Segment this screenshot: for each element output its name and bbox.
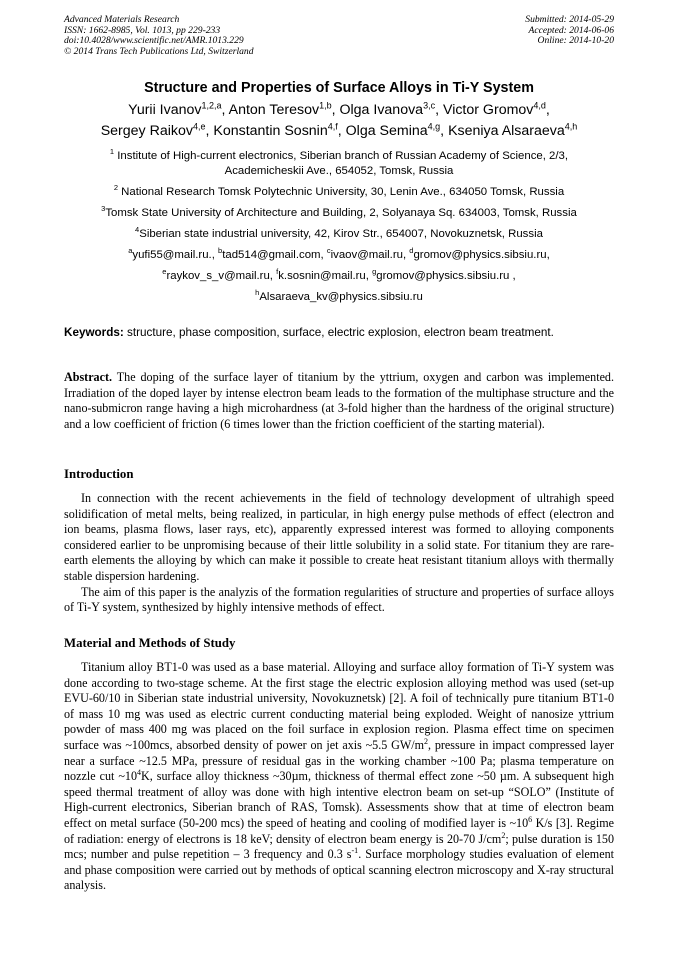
keywords — [64, 326, 620, 339]
author-list — [40, 100, 638, 142]
abstract-text: The doping of the surface layer of titanium by the yttrium, oxygen and carbon was implemented. Irradiation of the doped layer by intense electron beam leads to the formation of the multiphase structure and the nano-submicron range having a high microhardness (at 3-fold higher than the hardness of the original structure) and a low coefficient of friction (6 times lower than the friction coefficient of the starting material). — [64, 370, 615, 431]
dates-header — [525, 15, 614, 47]
author-sup: 1,b — [319, 100, 332, 111]
author-sup: 4,g — [427, 121, 441, 132]
affiliations — [40, 149, 638, 311]
methods-body — [64, 660, 614, 894]
keywords-label: Keywords: — [64, 326, 124, 339]
copyright-line: © 2014 Trans Tech Publications Ltd, Switzerland — [64, 45, 254, 57]
author-name: Konstantin Sosnin — [213, 123, 328, 139]
author-name: Olga Ivanova — [339, 102, 424, 118]
author-name: Victor Gromov — [442, 102, 534, 118]
author-sup: 4,h — [564, 121, 578, 132]
email-line-1: $^a$yufi55@mail.ru., $^b$tad514@gmail.com, $^c$ivaov@mail.ru, $^d$gromov@physics.sibsiu.ru, — [128, 245, 550, 261]
issn-line: ISSN: 1662-8985, Vol. 1013, pp 229-233 — [64, 24, 221, 36]
doi-line: doi:10.4028/www.scientific.net/AMR.1013.229 — [64, 35, 244, 47]
author-line-2: Sergey Raikov$^{4,e}$, Konstantin Sosnin$^{4,f}$, Olga Semina$^{4,g}$, Kseniya Alsaraeva$^{4,h}$ — [100, 121, 578, 139]
email-f[interactable]: k.sosnin@mail.ru, — [278, 269, 369, 282]
author-sup: 3,c — [423, 100, 436, 111]
author-name: Yurii Ivanov — [128, 102, 202, 118]
email-c[interactable]: ivaov@mail.ru, — [330, 248, 407, 261]
email-e[interactable]: raykov_s_v@mail.ru, — [166, 269, 273, 282]
journal-name: Advanced Materials Research — [64, 14, 180, 25]
abstract-label: Abstract. — [64, 370, 113, 384]
author-sup: 1,2,a — [201, 100, 222, 111]
email-d[interactable]: gromov@physics.sibsiu.ru, — [413, 248, 550, 261]
journal-header — [64, 15, 254, 57]
author-sup: 4,d — [533, 100, 546, 111]
affiliation-3: $^3$Tomsk State University of Architecture and Building, 2, Solyanaya Sq. 634003, Tomsk, Russia — [101, 203, 577, 219]
intro-paragraph-1: In connection with the recent achievements in the field of technology development of ultrahigh speed solidification of metal melts, being realized, in particular, in high energy pulse methods of effect (electron and ion beams, plasma flows, laser rays, etc), apparently expressed interest was formed to alloying components considered earlier to be unpromising because of their little solubility in a solid state. For titanium they are rare-earth elements the alloying by which can make it possible to create heat resistant titanium alloys with thermally stable dispersion hardening. — [64, 491, 614, 583]
email-b[interactable]: tad514@gmail.com, — [222, 248, 324, 261]
online-date: Online: 2014-10-20 — [537, 35, 614, 47]
methods-paragraph: Titanium alloy BT1-0 was used as a base material. Alloying and surface alloy formation of Ti-Y system was done according to two-stage scheme. At the first stage the electric explosion alloying method was used (set-up EVU-60/10 in Siberian state industrial university, Novokuznetsk) [2]. A foil of technically pure titanium BT1-0 of mass 10 mg was used as electric current conducting material being exploded. Weight of nanosize yttrium powder of mass 400 mg was placed on the foil surface in explosion region. Plasma effect time on specimen surface was ~100mcs, absorbed density of power on jet axis ~5.5 $GW/m^2$, pressure in impact compressed layer near a surface ~12.5 MPa, pressure of residual gas in the working chamber ~100 Pa; plasma temperature on nozzle cut $\sim 10^4K$, surface alloy thickness ~30µm, thickness of thermal effect zone ~50 µm. A subsequent high speed thermal treatment of alloy was done with high intentive electron beam on set-up “SOLO” (Institute of High-current electronics, Siberian branch of RAS, Tomsk). Assessments show that at time of electron beam effect on metal surface (50-200 mcs) the speed of heating and cooling of modified layer is $\sim 10^6$ K/s [3]. Regime of radiation: energy of electrons is 18 keV; density of electron beam energy is 20-70 $J/cm^2$; pulse duration is 150 mcs; number and pulse repetition – 3 frequency and 0.3 $s^{-1}$. Surface morphology studies evaluation of element and phase composition were carried out by methods of optical scanning electron microscopy and X-ray structural analysis. — [64, 660, 614, 893]
introduction-heading: Introduction — [64, 467, 134, 481]
affiliation-4: $^4$Siberian state industrial university, 42, Kirov Str., 654007, Novokuznetsk, Russia — [135, 224, 543, 240]
accepted-date: Accepted: 2014-06-06 — [528, 24, 614, 36]
methods-heading: Material and Methods of Study — [64, 636, 236, 650]
affiliation-2: $^2$ National Research Tomsk Polytechnic University, 30, Lenin Ave., 634050 Tomsk, Russia — [113, 182, 565, 198]
author-sup: 4,f — [327, 121, 338, 132]
paper-title: Structure and Properties of Surface Alloys in Ti-Y System — [144, 80, 534, 96]
email-line-2: $^e$raykov_s_v@mail.ru, $^f$k.sosnin@mail.ru, $^g$gromov@physics.sibsiu.ru , — [162, 266, 516, 282]
author-line-1: Yurii Ivanov$^{1,2,a}$, Anton Teresov$^{1,b}$, Olga Ivanova$^{3,c}$, Victor Gromov$^{4,d}$, — [128, 100, 550, 118]
introduction-body — [64, 491, 614, 616]
author-sup: 4,e — [192, 121, 206, 132]
author-name: Kseniya Alsaraeva — [448, 123, 565, 139]
email-list — [40, 245, 638, 305]
email-g[interactable]: gromov@physics.sibsiu.ru , — [376, 269, 516, 282]
intro-paragraph-2: The aim of this paper is the analyzis of the formation regularities of structure and properties of surface alloys of Ti-Y system, synthesized by highly intensive methods of effect. — [64, 584, 614, 615]
author-name: Sergey Raikov — [100, 123, 193, 139]
submitted-date: Submitted: 2014-05-29 — [525, 14, 614, 25]
author-name: Olga Semina — [345, 123, 428, 139]
email-line-3: $^h$Alsaraeva_kv@physics.sibsiu.ru — [255, 287, 423, 303]
abstract — [64, 370, 614, 432]
email-h[interactable]: Alsaraeva_kv@physics.sibsiu.ru — [259, 290, 423, 303]
keywords-text: structure, phase composition, surface, electric explosion, electron beam treatment. — [127, 326, 554, 339]
affiliation-1: $^1$ Institute of High-current electronics, Siberian branch of Russian Academy of Science, 2/3, Academicheskii Ave., 654052, Tomsk, Russia — [109, 147, 569, 177]
email-a[interactable]: yufi55@mail.ru., — [132, 248, 215, 261]
author-name: Anton Teresov — [228, 102, 320, 118]
